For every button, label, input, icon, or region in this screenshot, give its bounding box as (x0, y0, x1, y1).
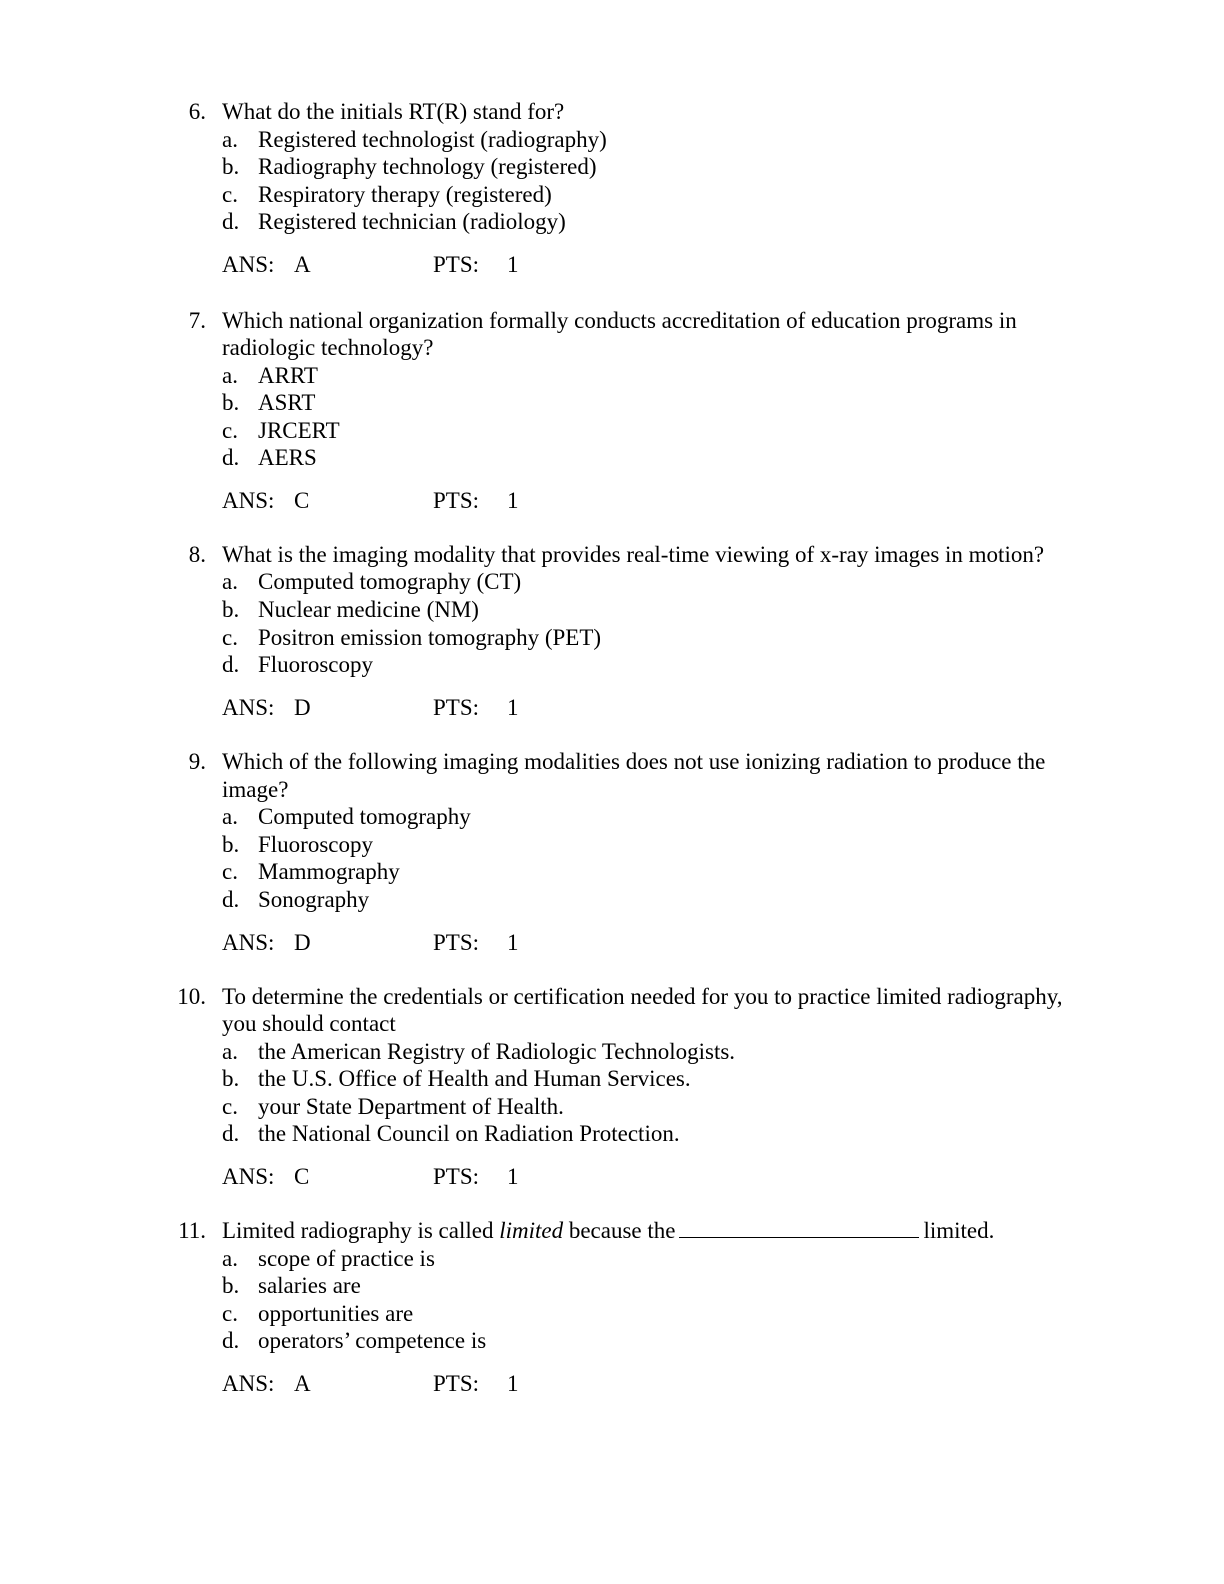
question-stem-continued: radiologic technology? (222, 335, 434, 360)
option-letter: c. (222, 1094, 238, 1119)
answer-value: A (294, 1371, 311, 1396)
question-stem: What do the initials RT(R) stand for? (222, 99, 565, 124)
points-value: 1 (507, 695, 519, 720)
option-letter: c. (222, 182, 238, 207)
option-letter: c. (222, 625, 238, 650)
option-text: Computed tomography (CT) (258, 569, 522, 594)
option-text: Fluoroscopy (258, 832, 373, 857)
option-text: ARRT (258, 363, 318, 388)
option-letter: a. (222, 363, 238, 388)
points-value: 1 (507, 1164, 519, 1189)
option-text: Computed tomography (258, 804, 471, 829)
option-letter: a. (222, 1039, 238, 1064)
option-text: Positron emission tomography (PET) (258, 625, 602, 650)
question-number: 9. (188, 749, 206, 774)
option-letter: b. (222, 1273, 240, 1298)
option-text: your State Department of Health. (258, 1094, 564, 1119)
answer-value: A (294, 252, 311, 277)
question-number: 11. (178, 1218, 206, 1243)
question-stem: Which national organization formally conducts accreditation of education programs in (222, 308, 1017, 333)
option-text: ASRT (258, 390, 316, 415)
question-stem: To determine the credentials or certification needed for you to practice limited radiography, (222, 984, 1063, 1009)
points-label: PTS: (433, 695, 480, 720)
question-number: 6. (188, 99, 206, 124)
answer-value: C (294, 1164, 310, 1189)
option-letter: d. (222, 887, 240, 912)
answer-value: D (294, 695, 311, 720)
question-stem-continued: image? (222, 777, 289, 802)
option-letter: a. (222, 1246, 238, 1271)
option-text: opportunities are (258, 1301, 414, 1326)
option-letter: b. (222, 597, 240, 622)
answer-label: ANS: (222, 488, 275, 513)
points-label: PTS: (433, 1371, 480, 1396)
question-stem-continued: you should contact (222, 1011, 396, 1036)
option-letter: b. (222, 154, 240, 179)
option-text: salaries are (258, 1273, 361, 1298)
question-number: 8. (188, 542, 206, 567)
points-label: PTS: (433, 252, 480, 277)
option-letter: c. (222, 859, 238, 884)
option-letter: d. (222, 1121, 240, 1146)
points-label: PTS: (433, 930, 480, 955)
option-letter: a. (222, 569, 238, 594)
option-text: Respiratory therapy (registered) (258, 182, 552, 207)
option-text: Sonography (258, 887, 370, 912)
answer-value: C (294, 488, 310, 513)
question-stem (222, 1217, 994, 1244)
option-letter: b. (222, 1066, 240, 1091)
stem-text-before: Limited radiography is called (222, 1218, 500, 1243)
option-letter: d. (222, 209, 240, 234)
question-stem: Which of the following imaging modalities does not use ionizing radiation to produce the (222, 749, 1046, 774)
points-value: 1 (507, 930, 519, 955)
stem-text-after: limited. (923, 1218, 995, 1243)
question-number: 10. (177, 984, 206, 1009)
option-text: operators’ competence is (258, 1328, 487, 1353)
option-letter: a. (222, 127, 238, 152)
option-text: scope of practice is (258, 1246, 435, 1271)
option-text: the U.S. Office of Health and Human Services. (258, 1066, 691, 1091)
question-stem: What is the imaging modality that provides real-time viewing of x-ray images in motion? (222, 542, 1045, 567)
option-letter: d. (222, 652, 240, 677)
answer-label: ANS: (222, 1371, 275, 1396)
option-text: the American Registry of Radiologic Technologists. (258, 1039, 736, 1064)
option-letter: b. (222, 390, 240, 415)
points-label: PTS: (433, 488, 480, 513)
option-letter: d. (222, 445, 240, 470)
option-letter: c. (222, 418, 238, 443)
option-letter: a. (222, 804, 238, 829)
option-text: Mammography (258, 859, 400, 884)
option-text: Fluoroscopy (258, 652, 373, 677)
option-text: Registered technician (radiology) (258, 209, 566, 234)
option-letter: d. (222, 1328, 240, 1353)
answer-label: ANS: (222, 1164, 275, 1189)
stem-text-middle: because the (563, 1218, 676, 1243)
option-text: Nuclear medicine (NM) (258, 597, 479, 622)
points-value: 1 (507, 1371, 519, 1396)
points-value: 1 (507, 252, 519, 277)
option-text: Registered technologist (radiography) (258, 127, 607, 152)
option-text: JRCERT (258, 418, 340, 443)
answer-value: D (294, 930, 311, 955)
option-text: the National Council on Radiation Protection. (258, 1121, 680, 1146)
option-letter: b. (222, 832, 240, 857)
option-text: AERS (258, 445, 317, 470)
stem-italic-word: limited (499, 1218, 564, 1243)
points-value: 1 (507, 488, 519, 513)
option-text: Radiography technology (registered) (258, 154, 597, 179)
answer-label: ANS: (222, 930, 275, 955)
option-letter: c. (222, 1301, 238, 1326)
answer-label: ANS: (222, 695, 275, 720)
fill-in-blank (679, 1217, 919, 1238)
answer-label: ANS: (222, 252, 275, 277)
question-number: 7. (188, 308, 206, 333)
points-label: PTS: (433, 1164, 480, 1189)
